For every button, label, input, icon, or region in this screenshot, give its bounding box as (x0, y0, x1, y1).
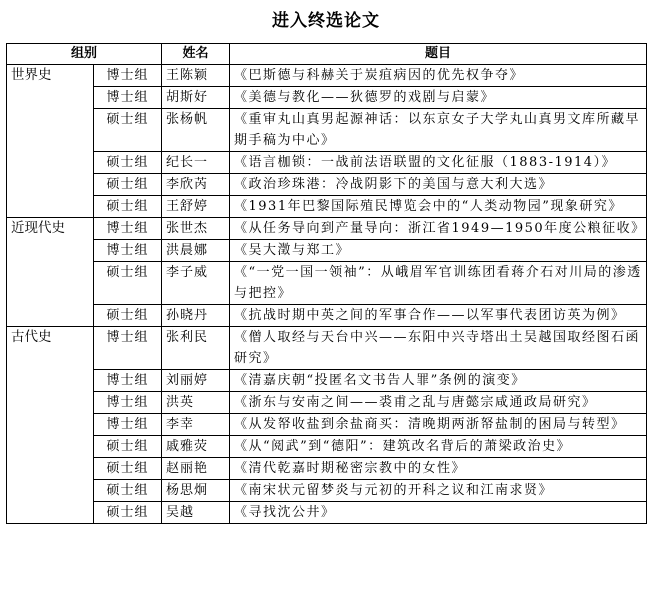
topic-cell: 《僧人取经与天台中兴——东阳中兴寺塔出土吴越国取经图石函研究》 (230, 327, 647, 370)
category-cell (7, 502, 94, 524)
name-cell: 张杨帆 (162, 109, 230, 152)
table-row (7, 196, 647, 218)
header-topic: 题目 (230, 44, 647, 65)
category-cell (7, 480, 94, 502)
name-cell: 洪晨娜 (162, 240, 230, 262)
table-row (7, 240, 647, 262)
category-cell (7, 262, 94, 305)
name-cell: 王陈颖 (162, 65, 230, 87)
table-row (7, 305, 647, 327)
category-cell (7, 392, 94, 414)
topic-cell: 《吴大澂与郑工》 (230, 240, 647, 262)
category-cell (7, 87, 94, 109)
name-cell: 赵丽艳 (162, 458, 230, 480)
category-cell (7, 370, 94, 392)
group-cell: 博士组 (94, 392, 162, 414)
topic-cell: 《1931年巴黎国际殖民博览会中的“人类动物园”现象研究》 (230, 196, 647, 218)
topic-cell: 《语言枷锁：一战前法语联盟的文化征服（1883-1914）》 (230, 152, 647, 174)
topic-cell: 《政治珍珠港：冷战阴影下的美国与意大利大选》 (230, 174, 647, 196)
name-cell: 洪英 (162, 392, 230, 414)
group-cell: 博士组 (94, 327, 162, 370)
topic-cell: 《寻找沈公井》 (230, 502, 647, 524)
topic-cell: 《“一党一国一领袖”：从峨眉军官训练团看蒋介石对川局的渗透与把控》 (230, 262, 647, 305)
name-cell: 杨思炯 (162, 480, 230, 502)
table-row (7, 502, 647, 524)
table-row (7, 414, 647, 436)
group-cell: 硕士组 (94, 436, 162, 458)
group-cell: 博士组 (94, 370, 162, 392)
table-row (7, 218, 647, 240)
group-cell: 博士组 (94, 65, 162, 87)
group-cell: 硕士组 (94, 174, 162, 196)
table-row (7, 392, 647, 414)
table-row (7, 327, 647, 370)
topic-cell: 《浙东与安南之间——裘甫之乱与唐懿宗咸通政局研究》 (230, 392, 647, 414)
group-cell: 博士组 (94, 240, 162, 262)
category-cell: 近现代史 (7, 218, 94, 240)
group-cell: 硕士组 (94, 480, 162, 502)
category-cell (7, 152, 94, 174)
name-cell: 张利民 (162, 327, 230, 370)
category-cell (7, 196, 94, 218)
group-cell: 硕士组 (94, 262, 162, 305)
table-row (7, 174, 647, 196)
name-cell: 李幸 (162, 414, 230, 436)
category-cell (7, 305, 94, 327)
category-cell (7, 240, 94, 262)
topic-cell: 《重审丸山真男起源神话：以东京女子大学丸山真男文库所藏早期手稿为中心》 (230, 109, 647, 152)
topic-cell: 《从发帑收盐到余盐商买：清晚期两浙帑盐制的困局与转型》 (230, 414, 647, 436)
table-row (7, 87, 647, 109)
table-row (7, 152, 647, 174)
group-cell: 硕士组 (94, 109, 162, 152)
group-cell: 硕士组 (94, 502, 162, 524)
category-cell (7, 109, 94, 152)
topic-cell: 《从任务导向到产量导向：浙江省1949—1950年度公粮征收》 (230, 218, 647, 240)
name-cell: 张世杰 (162, 218, 230, 240)
name-cell: 王舒婷 (162, 196, 230, 218)
topic-cell: 《清嘉庆朝“投匿名文书告人罪”条例的演变》 (230, 370, 647, 392)
category-cell (7, 414, 94, 436)
table-row (7, 370, 647, 392)
name-cell: 吴越 (162, 502, 230, 524)
table-row (7, 109, 647, 152)
table-row (7, 480, 647, 502)
topic-cell: 《南宋状元留梦炎与元初的开科之议和江南求贤》 (230, 480, 647, 502)
name-cell: 纪长一 (162, 152, 230, 174)
topic-cell: 《巴斯德与科赫关于炭疽病因的优先权争夺》 (230, 65, 647, 87)
name-cell: 戚雅荧 (162, 436, 230, 458)
finalist-table (6, 43, 647, 524)
table-row (7, 458, 647, 480)
table-row (7, 262, 647, 305)
name-cell: 胡斯好 (162, 87, 230, 109)
category-cell (7, 436, 94, 458)
group-cell: 博士组 (94, 87, 162, 109)
group-cell: 硕士组 (94, 458, 162, 480)
category-cell: 古代史 (7, 327, 94, 370)
header-name: 姓名 (162, 44, 230, 65)
group-cell: 硕士组 (94, 305, 162, 327)
topic-cell: 《抗战时期中英之间的军事合作——以军事代表团访英为例》 (230, 305, 647, 327)
group-cell: 硕士组 (94, 152, 162, 174)
topic-cell: 《美德与教化——狄德罗的戏剧与启蒙》 (230, 87, 647, 109)
group-cell: 硕士组 (94, 196, 162, 218)
page-title: 进入终选论文 (272, 11, 380, 31)
name-cell: 刘丽婷 (162, 370, 230, 392)
table-row (7, 436, 647, 458)
category-cell (7, 174, 94, 196)
group-cell: 博士组 (94, 218, 162, 240)
category-cell (7, 458, 94, 480)
table-row (7, 65, 647, 87)
name-cell: 李子威 (162, 262, 230, 305)
category-cell: 世界史 (7, 65, 94, 87)
table-header-row (7, 44, 647, 65)
group-cell: 博士组 (94, 414, 162, 436)
header-category: 组别 (7, 44, 162, 65)
name-cell: 孙晓丹 (162, 305, 230, 327)
name-cell: 李欣芮 (162, 174, 230, 196)
topic-cell: 《从“阅武”到“德阳”：建筑改名背后的萧梁政治史》 (230, 436, 647, 458)
topic-cell: 《清代乾嘉时期秘密宗教中的女性》 (230, 458, 647, 480)
